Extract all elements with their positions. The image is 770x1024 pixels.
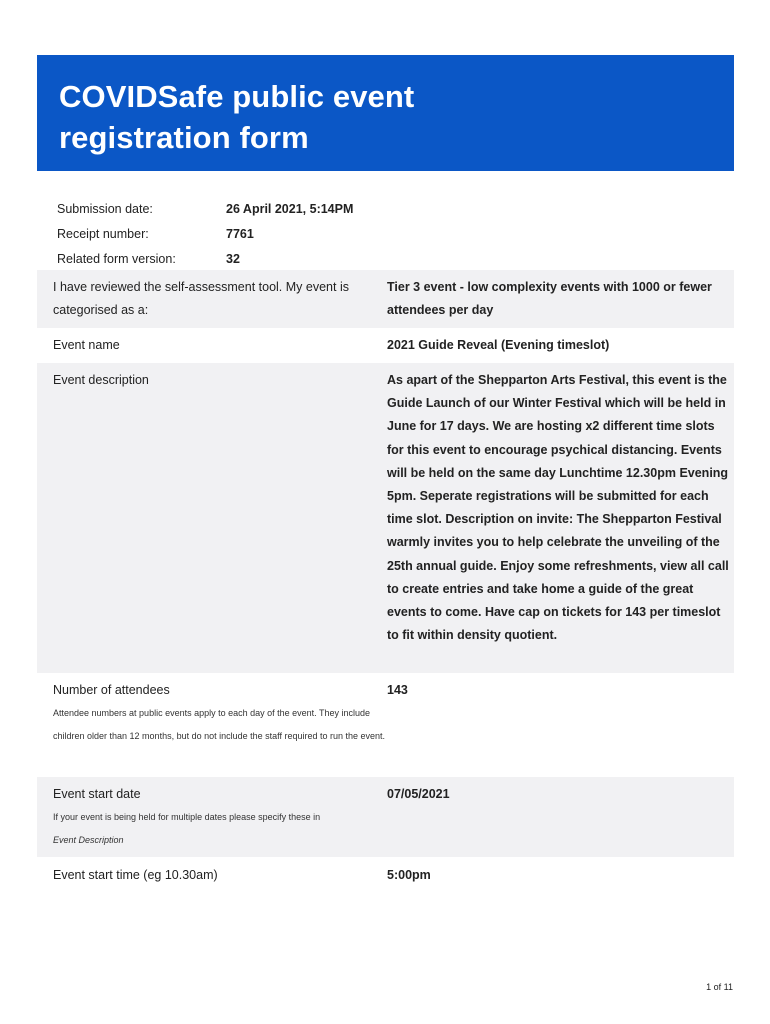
attendees-value: 143 (387, 683, 408, 697)
form-version-row (57, 246, 717, 271)
event-start-date-value: 07/05/2021 (387, 787, 450, 801)
event-start-time-value: 5:00pm (387, 868, 431, 882)
submission-details (57, 196, 717, 271)
attendees-row (37, 673, 734, 777)
event-start-date-label: Event start date (53, 787, 141, 801)
event-description-label: Event description (53, 373, 149, 387)
page-number: 1 of 11 (706, 982, 733, 992)
attendees-label: Number of attendees (53, 683, 170, 697)
event-start-time-row (37, 857, 734, 897)
event-category-value: Tier 3 event - low complexity events with 1000 or fewer attendees per day (387, 280, 712, 318)
receipt-number-label: Receipt number: (57, 226, 149, 241)
event-description-row (37, 363, 734, 673)
form-version-value: 32 (226, 251, 240, 266)
event-name-value: 2021 Guide Reveal (Evening timeslot) (387, 338, 610, 352)
receipt-number-row (57, 221, 717, 246)
page-title: COVIDSafe public event registration form (59, 79, 415, 155)
event-start-date-row (37, 777, 734, 857)
form-fields (37, 270, 734, 897)
event-start-date-note-emphasis: Event Description (53, 835, 124, 845)
submission-date-label: Submission date: (57, 201, 153, 216)
receipt-number-value: 7761 (226, 226, 254, 241)
event-start-time-label: Event start time (eg 10.30am) (53, 868, 218, 882)
event-name-row (37, 328, 734, 363)
submission-date-row (57, 196, 717, 221)
form-version-label: Related form version: (57, 251, 176, 266)
event-start-date-note: If your event is being held for multiple dates please specify these in (53, 812, 321, 822)
event-description-value: As apart of the Shepparton Arts Festival, this event is the Guide Launch of our Winter Festival which will be held in June for 17 days. We are hosting x2 different time slots for this event to encourage psychical distancing. Events will be held on the same day Lunchtime 12.30pm Evening 5pm. Seperate registrations will be submitted for each time slot. Description on invite: The Shepparton Festival warmly invites you to help celebrate the unveiling of the 25th annual guide. Enjoy some refreshments, view all call to create entries and take home a guide of the great events to come. Have cap on tickets for 143 per timeslot to fit within density quotient. (387, 373, 729, 643)
event-name-label: Event name (53, 338, 120, 352)
header-banner (37, 55, 734, 171)
event-category-row (37, 270, 734, 328)
event-category-label: I have reviewed the self-assessment tool. My event is categorised as a: (53, 280, 349, 317)
submission-date-value: 26 April 2021, 5:14PM (226, 201, 354, 216)
attendees-note: Attendee numbers at public events apply to each day of the event. They include children older than 12 months, but do not include the staff required to run the event. (53, 708, 386, 741)
